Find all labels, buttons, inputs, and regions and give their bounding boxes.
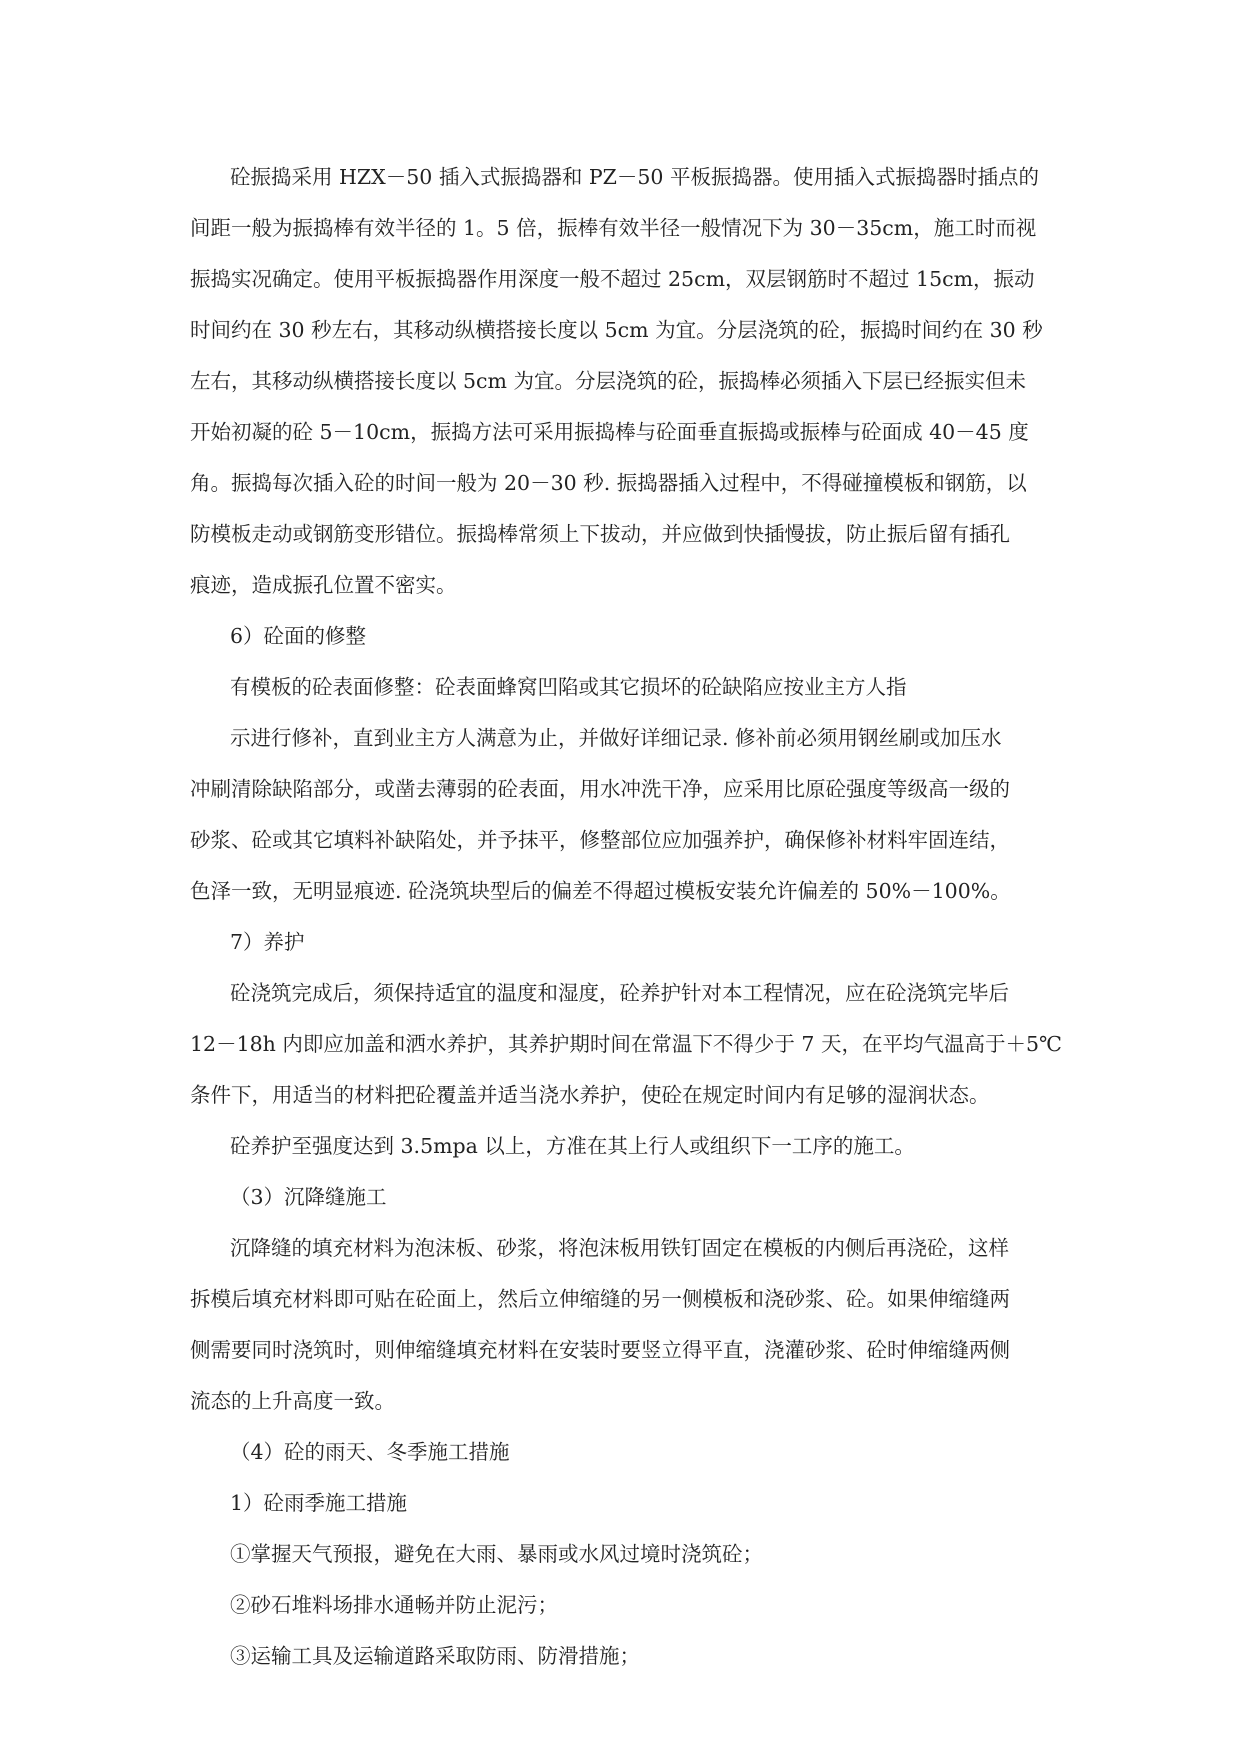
text-line: 砂浆、砼或其它填料补缺陷处，并予抹平，修整部位应加强养护，确保修补材料牢固连结， <box>190 828 1010 852</box>
text-line: 有模板的砼表面修整：砼表面蜂窝凹陷或其它损坏的砼缺陷应按业主方人指 <box>230 675 907 699</box>
text-line: 角。振捣每次插入砼的时间一般为 20－30 秒. 振捣器插入过程中，不得碰撞模板和钢筋，以 <box>190 471 1027 495</box>
text-line: ②砂石堆料场排水通畅并防止泥污； <box>230 1593 558 1617</box>
text-line: 时间约在 30 秒左右，其移动纵横搭接长度以 5cm 为宜。分层浇筑的砼，振捣时间约在 30 秒 <box>190 318 1043 342</box>
text-line: 左右，其移动纵横搭接长度以 5cm 为宜。分层浇筑的砼，振捣棒必须插入下层已经振实但未 <box>190 369 1026 393</box>
text-line: 7）养护 <box>230 930 305 954</box>
text-line: 砼浇筑完成后，须保持适宜的温度和湿度，砼养护针对本工程情况，应在砼浇筑完毕后 <box>230 981 1009 1005</box>
text-line: （4）砼的雨天、冬季施工措施 <box>230 1440 510 1464</box>
text-line: 条件下，用适当的材料把砼覆盖并适当浇水养护，使砼在规定时间内有足够的湿润状态。 <box>190 1083 990 1107</box>
text-line: （3）沉降缝施工 <box>230 1185 387 1209</box>
text-line: 侧需要同时浇筑时，则伸缩缝填充材料在安装时要竖立得平直，浇灌砂浆、砼时伸缩缝两侧 <box>190 1338 1010 1362</box>
text-line: 砼振捣采用 HZX－50 插入式振捣器和 PZ－50 平板振捣器。使用插入式振捣器时插点的 <box>230 165 1039 189</box>
text-line: 流态的上升高度一致。 <box>190 1389 395 1413</box>
text-line: 防模板走动或钢筋变形错位。振捣棒常须上下拔动，并应做到快插慢拔，防止振后留有插孔 <box>190 522 1010 546</box>
text-line: 示进行修补，直到业主方人满意为止，并做好详细记录. 修补前必须用钢丝刷或加压水 <box>230 726 1002 750</box>
text-line: 沉降缝的填充材料为泡沫板、砂浆，将泡沫板用铁钉固定在模板的内侧后再浇砼，这样 <box>230 1236 1009 1260</box>
text-line: 开始初凝的砼 5－10cm，振捣方法可采用振捣棒与砼面垂直振捣或振棒与砼面成 40－45 度 <box>190 420 1029 444</box>
text-line: 1）砼雨季施工措施 <box>230 1491 408 1515</box>
text-line: ①掌握天气预报，避免在大雨、暴雨或水风过境时浇筑砼； <box>230 1542 763 1566</box>
text-line: 色泽一致，无明显痕迹. 砼浇筑块型后的偏差不得超过模板安装允许偏差的 50%－100%。 <box>190 879 1011 903</box>
text-line: 拆模后填充材料即可贴在砼面上，然后立伸缩缝的另一侧模板和浇砂浆、砼。如果伸缩缝两 <box>190 1287 1010 1311</box>
text-line: 6）砼面的修整 <box>230 624 367 648</box>
text-line: 砼养护至强度达到 3.5mpa 以上，方准在其上行人或组织下一工序的施工。 <box>230 1134 915 1158</box>
text-line: 痕迹，造成振孔位置不密实。 <box>190 573 457 597</box>
text-line: ③运输工具及运输道路采取防雨、防滑措施； <box>230 1644 640 1668</box>
text-line: 振捣实况确定。使用平板振捣器作用深度一般不超过 25cm，双层钢筋时不超过 15cm，振动 <box>190 267 1035 291</box>
text-line: 12－18h 内即应加盖和洒水养护，其养护期时间在常温下不得少于 7 天，在平均气温高于＋5℃ <box>190 1032 1062 1056</box>
text-line: 间距一般为振捣棒有效半径的 1。5 倍，振棒有效半径一般情况下为 30－35cm，施工时而视 <box>190 216 1037 240</box>
text-line: 冲刷清除缺陷部分，或凿去薄弱的砼表面，用水冲洗干净，应采用比原砼强度等级高一级的 <box>190 777 1010 801</box>
